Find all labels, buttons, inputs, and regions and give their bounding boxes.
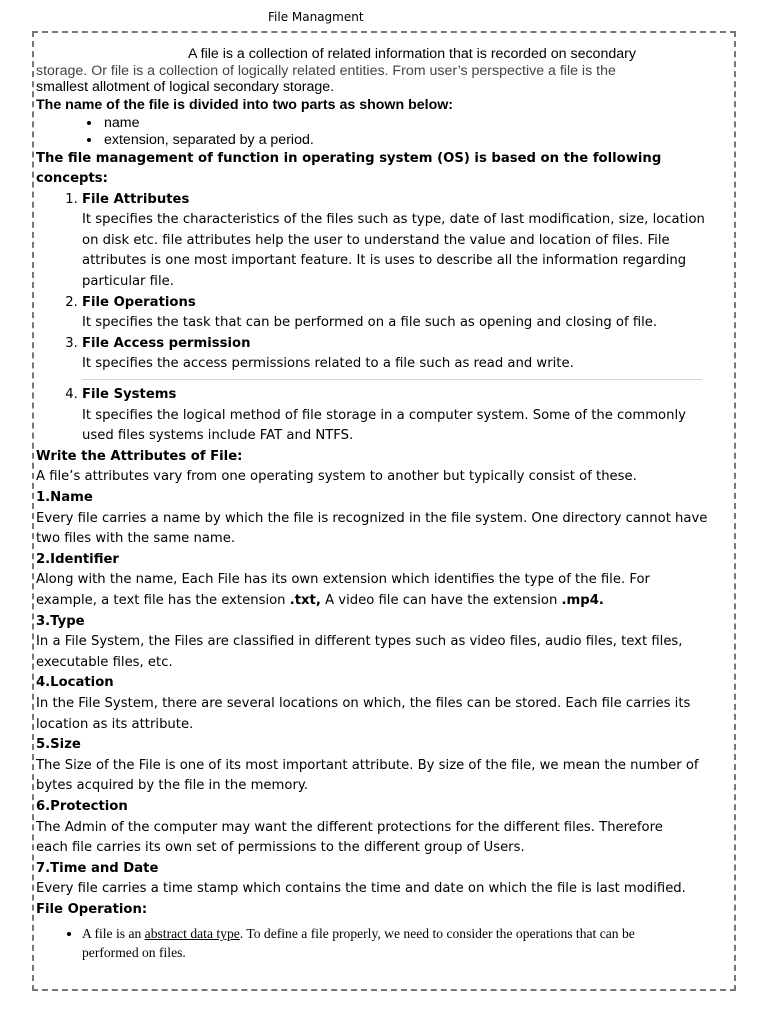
- concepts-heading-line: The file management of function in operating system (OS) is based on the following: [36, 150, 662, 166]
- concept-line: It specifies the task that can be performed on a file such as opening and closing of file.: [82, 315, 658, 331]
- concept-line: attributes is one most important feature. It is uses to describe all the information regarding: [82, 253, 687, 269]
- attribute-line: Every file carries a time stamp which contains the time and date on which the file is last modified.: [36, 881, 686, 897]
- attribute-title: 2.Identifier: [36, 551, 119, 567]
- attribute-line: The Admin of the computer may want the different protections for the different files. Therefore: [36, 819, 663, 835]
- concepts-heading-line: concepts:: [36, 171, 108, 187]
- concept-item: [82, 385, 736, 447]
- file-operation-heading: File Operation:: [36, 901, 148, 917]
- concept-item: [82, 190, 736, 293]
- intro-line: storage. Or file is a collection of logically related entities. From user’s perspective a file is the: [36, 62, 616, 79]
- attribute-line: In a File System, the Files are classified in different types such as video files, audio files, text files,: [36, 634, 683, 650]
- concept-title: 2. File Operations: [82, 294, 196, 310]
- concepts-list: [36, 190, 736, 375]
- concept-item: [82, 334, 736, 375]
- attribute-line: The Size of the File is one of its most important attribute. By size of the file, we mean the number of: [36, 757, 699, 773]
- text-run: performed on files.: [82, 945, 186, 961]
- header-title: File Managment: [268, 10, 364, 24]
- attributes-intro: A file’s attributes vary from one operating system to another but typically consist of these.: [36, 469, 637, 485]
- concept-title: 3. File Access permission: [82, 335, 251, 351]
- extension-txt: .txt,: [289, 592, 321, 608]
- attribute-line: In the File System, there are several locations on which, the files can be stored. Each file carries its: [36, 695, 691, 711]
- attribute-line: each file carries its own set of permissions to the different group of Users.: [36, 840, 525, 856]
- concept-item: [82, 293, 736, 334]
- list-item: • name: [102, 115, 736, 132]
- attribute-line: [36, 591, 736, 612]
- attribute-title: 1.Name: [36, 490, 93, 505]
- attribute-title: 7.Time and Date: [36, 860, 159, 876]
- list-item: • extension, separated by a period.: [102, 132, 736, 149]
- attribute-line: Every file carries a name by which the file is recognized in the file system. One directory cannot have: [36, 510, 708, 526]
- attribute-line: Along with the name, Each File has its own extension which identifies the type of the file. For: [36, 572, 650, 588]
- name-parts-heading: The name of the file is divided into two parts as shown below:: [36, 96, 454, 113]
- attributes-heading: Write the Attributes of File:: [36, 448, 243, 464]
- concepts-list-continued: [36, 385, 736, 447]
- concept-line: It specifies the access permissions related to a file such as read and write.: [82, 356, 574, 372]
- attribute-line: executable files, etc.: [36, 654, 173, 670]
- concept-line: It specifies the characteristics of the files such as type, date of last modification, size, location: [82, 212, 705, 228]
- intro-paragraph: [36, 46, 736, 96]
- concept-line: used files systems include FAT and NTFS.: [82, 428, 354, 444]
- attribute-title: 5.Size: [36, 737, 81, 753]
- text-run: A video file can have the extension: [320, 592, 562, 608]
- list-item: [82, 924, 736, 962]
- attribute-line: location as its attribute.: [36, 716, 194, 732]
- concepts-heading: [36, 149, 736, 190]
- name-parts-list: [36, 115, 736, 149]
- attribute-line: two files with the same name.: [36, 531, 236, 547]
- concept-title: 1. File Attributes: [82, 191, 190, 207]
- text-run: A file is an: [82, 926, 145, 942]
- divider: [82, 379, 702, 380]
- extension-mp4: .mp4.: [561, 592, 604, 608]
- file-operation-list: [36, 924, 736, 962]
- attribute-title: 6.Protection: [36, 798, 128, 814]
- text-run: example, a text file has the extension: [36, 592, 290, 608]
- intro-line: smallest allotment of logical secondary storage.: [36, 79, 335, 95]
- intro-line: A file is a collection of related information that is recorded on secondary: [188, 46, 636, 62]
- attribute-line: bytes acquired by the file in the memory.: [36, 778, 308, 794]
- attribute-title: 3.Type: [36, 613, 85, 629]
- concept-line: on disk etc. file attributes help the user to understand the value and location of files. File: [82, 232, 670, 248]
- attribute-title: 4.Location: [36, 675, 114, 691]
- concept-title: 4. File Systems: [82, 387, 177, 403]
- document-body: [36, 46, 736, 962]
- concept-line: particular file.: [82, 274, 174, 290]
- concept-line: It specifies the logical method of file storage in a computer system. Some of the commonly: [82, 407, 686, 423]
- abstract-data-type-link[interactable]: abstract data type: [144, 926, 240, 942]
- text-run: . To define a file properly, we need to consider the operations that can be: [239, 926, 635, 942]
